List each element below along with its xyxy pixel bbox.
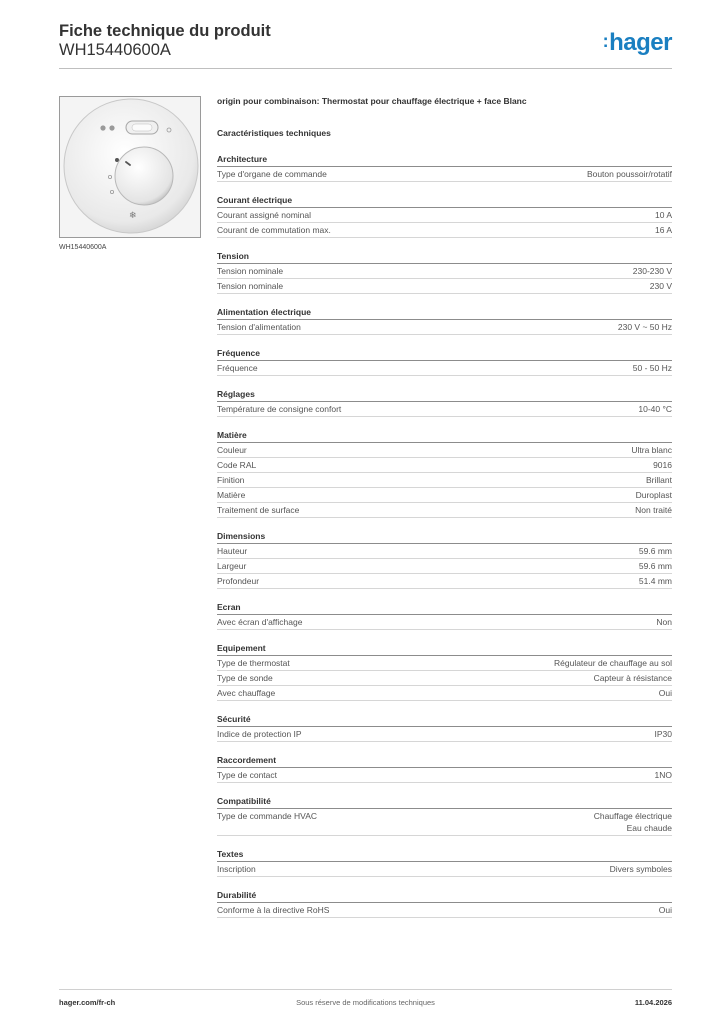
spec-row (217, 279, 672, 294)
spec-row (217, 903, 672, 918)
spec-row (217, 264, 672, 279)
spec-value: Non (656, 617, 672, 627)
footer-date: 11.04.2026 (634, 998, 672, 1007)
spec-row (217, 544, 672, 559)
section-title: Tension (217, 250, 672, 264)
spec-value: 9016 (653, 460, 672, 470)
section-title: Compatibilité (217, 795, 672, 809)
footer-website[interactable]: hager.com/fr-ch (59, 998, 116, 1007)
spec-row (217, 809, 672, 836)
spec-value: 50 - 50 Hz (632, 363, 672, 373)
section-title: Durabilité (217, 889, 672, 903)
spec-label: Hauteur (217, 546, 248, 556)
spec-value: 230-230 V (632, 266, 672, 276)
spec-row (217, 320, 672, 335)
spec-label: Avec chauffage (217, 688, 276, 698)
section-title: Textes (217, 848, 672, 862)
image-caption: WH15440600A (59, 244, 107, 251)
spec-value: Divers symboles (609, 864, 672, 874)
spec-label: Température de consigne confort (217, 404, 342, 414)
section-title: Réglages (217, 388, 672, 402)
footer-notice: Sous réserve de modifications techniques (296, 998, 435, 1007)
spec-label: Type d'organe de commande (217, 169, 327, 179)
section-gap (217, 630, 672, 642)
spec-value: Non traité (635, 505, 672, 515)
spec-section (217, 306, 672, 335)
spec-label: Tension nominale (217, 281, 284, 291)
spec-value: 59.6 mm (638, 546, 672, 556)
spec-label: Indice de protection IP (217, 729, 302, 739)
section-title: Courant électrique (217, 194, 672, 208)
spec-row (217, 167, 672, 182)
section-title: Dimensions (217, 530, 672, 544)
thermostat-icon (60, 97, 201, 238)
spec-row (217, 862, 672, 877)
spec-row (217, 615, 672, 630)
specs-panel (217, 95, 672, 918)
spec-label: Matière (217, 490, 246, 500)
section-gap (217, 783, 672, 795)
spec-section (217, 194, 672, 238)
spec-label: Conforme à la directive RoHS (217, 905, 330, 915)
spec-label: Fréquence (217, 363, 258, 373)
spec-value: 51.4 mm (638, 576, 672, 586)
spec-section (217, 347, 672, 376)
spec-value: IP30 (654, 729, 672, 739)
spec-row (217, 671, 672, 686)
section-gap (217, 518, 672, 530)
spec-value: 59.6 mm (638, 561, 672, 571)
spec-label: Type de thermostat (217, 658, 290, 668)
spec-label: Tension d'alimentation (217, 322, 301, 332)
section-gap (217, 238, 672, 250)
spec-row (217, 458, 672, 473)
section-title: Matière (217, 429, 672, 443)
section-gap (217, 417, 672, 429)
spec-value: Oui (658, 688, 672, 698)
spec-section (217, 601, 672, 630)
spec-value: Chauffage électrique Eau chaude (593, 811, 672, 833)
spec-section (217, 429, 672, 518)
spec-row (217, 361, 672, 376)
section-title: Ecran (217, 601, 672, 615)
spec-row (217, 503, 672, 518)
header-divider (59, 68, 672, 69)
section-gap (217, 742, 672, 754)
spec-label: Largeur (217, 561, 247, 571)
section-gap (217, 701, 672, 713)
page-header (59, 22, 672, 70)
section-gap (217, 836, 672, 848)
logo-dots-icon: : (602, 31, 609, 51)
spec-value: 16 A (654, 225, 672, 235)
origin-line: origin pour combinaison: Thermostat pour chauffage électrique + face Blanc (217, 96, 527, 106)
svg-text:❄: ❄ (129, 211, 137, 221)
spec-label: Inscription (217, 864, 256, 874)
product-image (59, 96, 201, 238)
section-gap (217, 376, 672, 388)
spec-label: Profondeur (217, 576, 260, 586)
spec-label: Tension nominale (217, 266, 284, 276)
spec-value: Régulateur de chauffage au sol (554, 658, 672, 668)
spec-row (217, 488, 672, 503)
spec-section (217, 848, 672, 877)
spec-row (217, 473, 672, 488)
spec-value: Bouton poussoir/rotatif (586, 169, 672, 179)
spec-value: Brillant (646, 475, 672, 485)
spec-label: Type de contact (217, 770, 278, 780)
spec-label: Code RAL (217, 460, 257, 470)
spec-label: Type de sonde (217, 673, 273, 683)
specs-heading: Caractéristiques techniques (217, 128, 331, 138)
spec-value: 10 A (654, 210, 672, 220)
product-code: WH15440600A (59, 41, 171, 59)
spec-value: Oui (658, 905, 672, 915)
spec-value: Ultra blanc (631, 445, 672, 455)
spec-row (217, 559, 672, 574)
spec-row (217, 208, 672, 223)
footer-divider (59, 989, 672, 990)
spec-row (217, 574, 672, 589)
section-title: Alimentation électrique (217, 306, 672, 320)
spec-row (217, 402, 672, 417)
spec-row (217, 727, 672, 742)
page-title: Fiche technique du produit (59, 22, 271, 40)
spec-label: Avec écran d'affichage (217, 617, 303, 627)
spec-row (217, 656, 672, 671)
section-gap (217, 589, 672, 601)
spec-section (217, 795, 672, 836)
spec-section (217, 642, 672, 701)
spec-label: Couleur (217, 445, 247, 455)
spec-row (217, 768, 672, 783)
spec-label: Courant de commutation max. (217, 225, 331, 235)
spec-value: Duroplast (635, 490, 672, 500)
spec-section (217, 754, 672, 783)
spec-value: 10-40 °C (638, 404, 672, 414)
spec-label: Type de commande HVAC (217, 811, 317, 821)
spec-value: Capteur à résistance (593, 673, 672, 683)
section-gap (217, 335, 672, 347)
section-title: Raccordement (217, 754, 672, 768)
spec-section (217, 250, 672, 294)
spec-value: 230 V (649, 281, 672, 291)
hager-logo (603, 27, 672, 57)
spec-row (217, 443, 672, 458)
section-gap (217, 294, 672, 306)
section-title: Fréquence (217, 347, 672, 361)
spec-row (217, 223, 672, 238)
section-title: Architecture (217, 153, 672, 167)
spec-value: 230 V ~ 50 Hz (617, 322, 672, 332)
spec-label: Courant assigné nominal (217, 210, 312, 220)
section-title: Equipement (217, 642, 672, 656)
section-gap (217, 877, 672, 889)
spec-row (217, 686, 672, 701)
spec-section (217, 153, 672, 182)
logo-text: hager (609, 29, 672, 56)
spec-value: 1NO (654, 770, 672, 780)
spec-section (217, 530, 672, 589)
spec-label: Finition (217, 475, 245, 485)
spec-section (217, 713, 672, 742)
section-title: Sécurité (217, 713, 672, 727)
section-gap (217, 182, 672, 194)
spec-section (217, 388, 672, 417)
spec-section (217, 889, 672, 918)
spec-sections (217, 153, 672, 918)
spec-label: Traitement de surface (217, 505, 300, 515)
